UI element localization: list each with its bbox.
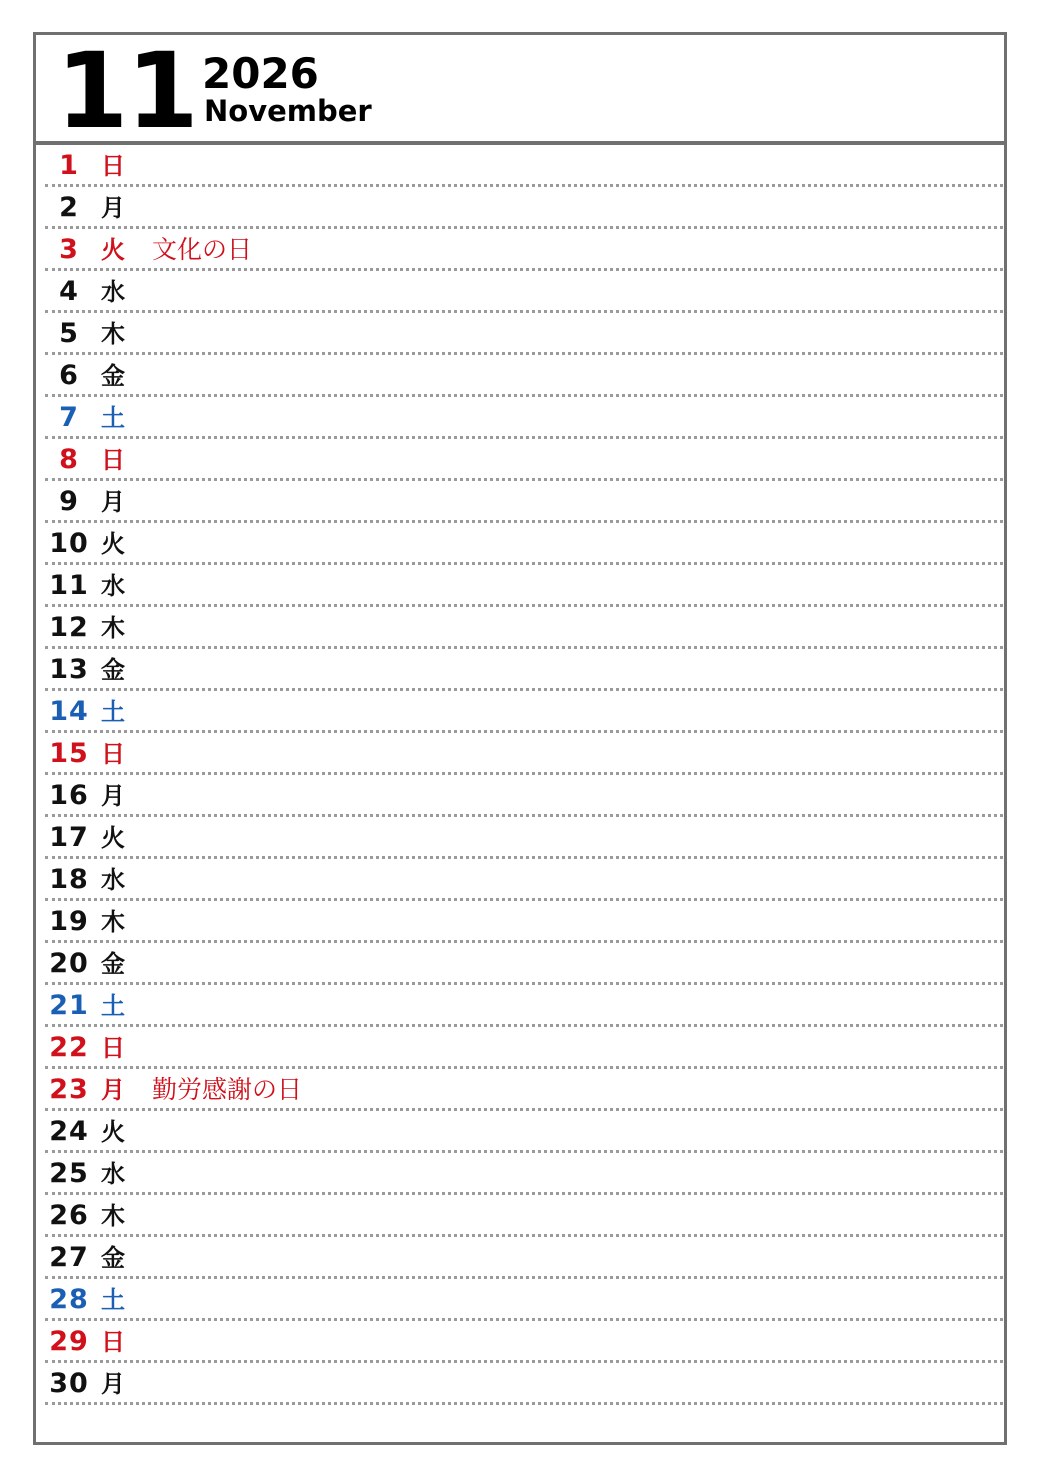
weekday-label: 木 xyxy=(101,908,125,936)
day-row xyxy=(45,1027,1003,1069)
day-row xyxy=(45,775,1003,817)
day-number: 16 xyxy=(49,780,89,811)
weekday-label: 月 xyxy=(101,782,125,810)
day-number: 9 xyxy=(59,486,79,517)
weekday-label: 日 xyxy=(101,152,125,180)
weekday-label: 月 xyxy=(101,194,125,222)
holiday-name: 文化の日 xyxy=(152,235,253,264)
calendar-header xyxy=(36,30,1004,152)
weekday-label: 水 xyxy=(101,278,125,306)
day-number: 22 xyxy=(49,1032,89,1063)
weekday-label: 月 xyxy=(101,488,125,516)
day-row xyxy=(45,901,1003,943)
weekday-label: 火 xyxy=(101,1118,125,1146)
weekday-label: 木 xyxy=(101,614,125,642)
day-row xyxy=(45,229,1003,271)
calendar-frame xyxy=(33,32,1007,1445)
weekday-label: 土 xyxy=(101,698,125,726)
day-number: 13 xyxy=(49,654,89,685)
day-number: 12 xyxy=(49,612,89,643)
day-row xyxy=(45,733,1003,775)
day-number: 11 xyxy=(49,570,89,601)
weekday-label: 日 xyxy=(101,446,125,474)
weekday-label: 木 xyxy=(101,320,125,348)
weekday-label: 火 xyxy=(101,236,125,264)
day-number: 27 xyxy=(49,1242,89,1273)
day-number: 18 xyxy=(49,864,89,895)
day-row xyxy=(45,985,1003,1027)
weekday-label: 金 xyxy=(101,362,125,390)
weekday-label: 水 xyxy=(101,866,125,894)
day-number: 19 xyxy=(49,906,89,937)
holiday-name: 勤労感謝の日 xyxy=(152,1075,303,1104)
day-row xyxy=(45,1111,1003,1153)
day-row xyxy=(45,397,1003,439)
weekday-label: 火 xyxy=(101,530,125,558)
day-number: 30 xyxy=(49,1368,89,1399)
day-number: 23 xyxy=(49,1074,89,1105)
day-list xyxy=(45,145,1003,1405)
weekday-label: 金 xyxy=(101,656,125,684)
day-number: 21 xyxy=(49,990,89,1021)
day-row xyxy=(45,565,1003,607)
day-number: 7 xyxy=(59,402,79,433)
day-row xyxy=(45,1321,1003,1363)
day-row xyxy=(45,1363,1003,1405)
day-row xyxy=(45,523,1003,565)
day-row xyxy=(45,145,1003,187)
day-number: 29 xyxy=(49,1326,89,1357)
day-row xyxy=(45,1069,1003,1111)
weekday-label: 木 xyxy=(101,1202,125,1230)
day-row xyxy=(45,649,1003,691)
day-row xyxy=(45,1279,1003,1321)
day-row xyxy=(45,481,1003,523)
day-row xyxy=(45,271,1003,313)
day-row xyxy=(45,1153,1003,1195)
day-row xyxy=(45,1237,1003,1279)
day-row xyxy=(45,439,1003,481)
day-row xyxy=(45,859,1003,901)
weekday-label: 月 xyxy=(101,1370,125,1398)
day-number: 20 xyxy=(49,948,89,979)
month-number: 11 xyxy=(56,30,197,152)
weekday-label: 日 xyxy=(101,1328,125,1356)
day-number: 14 xyxy=(49,696,89,727)
weekday-label: 日 xyxy=(101,740,125,768)
weekday-label: 土 xyxy=(101,992,125,1020)
weekday-label: 金 xyxy=(101,1244,125,1272)
day-number: 17 xyxy=(49,822,89,853)
day-row xyxy=(45,187,1003,229)
year-label: 2026 xyxy=(202,49,319,98)
day-number: 10 xyxy=(49,528,89,559)
weekday-label: 水 xyxy=(101,572,125,600)
weekday-label: 日 xyxy=(101,1034,125,1062)
day-row xyxy=(45,817,1003,859)
day-number: 28 xyxy=(49,1284,89,1315)
day-number: 25 xyxy=(49,1158,89,1189)
weekday-label: 月 xyxy=(101,1076,125,1104)
day-row xyxy=(45,313,1003,355)
weekday-label: 土 xyxy=(101,1286,125,1314)
day-row xyxy=(45,1195,1003,1237)
day-number: 1 xyxy=(59,150,79,181)
day-number: 4 xyxy=(59,276,79,307)
month-name: November xyxy=(204,94,372,128)
day-number: 8 xyxy=(59,444,79,475)
weekday-label: 火 xyxy=(101,824,125,852)
weekday-label: 土 xyxy=(101,404,125,432)
day-row xyxy=(45,691,1003,733)
day-row xyxy=(45,943,1003,985)
weekday-label: 金 xyxy=(101,950,125,978)
day-number: 2 xyxy=(59,192,79,223)
day-number: 26 xyxy=(49,1200,89,1231)
day-number: 3 xyxy=(59,234,79,265)
day-number: 6 xyxy=(59,360,79,391)
day-number: 15 xyxy=(49,738,89,769)
day-row xyxy=(45,607,1003,649)
day-number: 5 xyxy=(59,318,79,349)
day-row xyxy=(45,355,1003,397)
day-number: 24 xyxy=(49,1116,89,1147)
weekday-label: 水 xyxy=(101,1160,125,1188)
